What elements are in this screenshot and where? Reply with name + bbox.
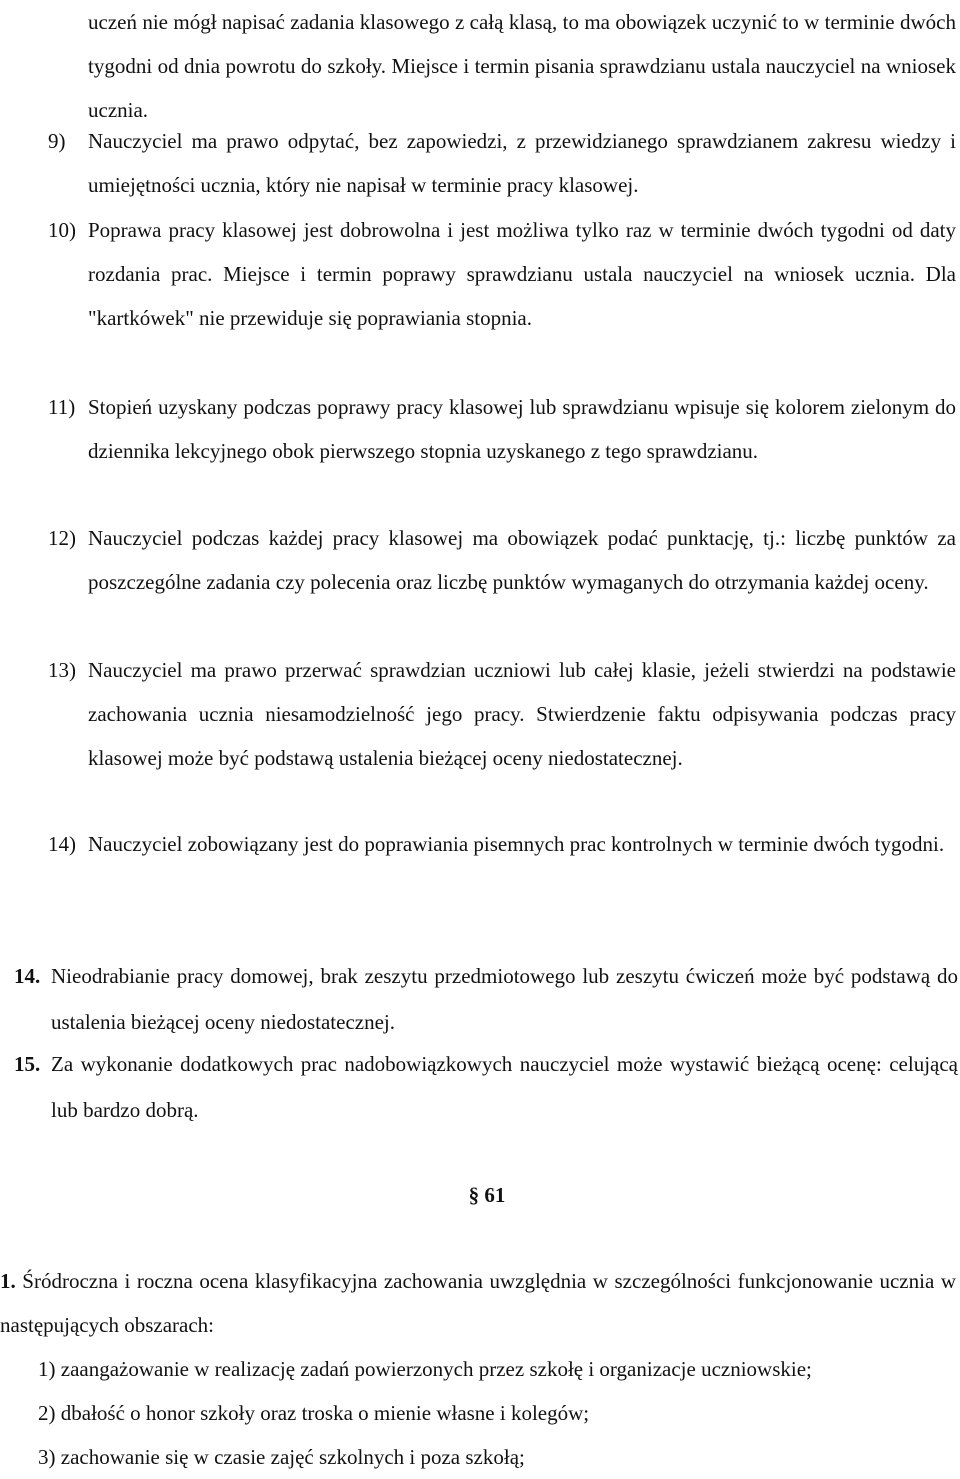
subitem-number: 13)	[48, 658, 76, 682]
item-15	[14, 1041, 958, 1133]
subitem-number: 12)	[48, 526, 76, 550]
subitem-number: 14)	[48, 832, 76, 856]
subitem-text: Nauczyciel podczas każdej pracy klasowej ma obowiązek podać punktację, tj.: liczbę punktów za poszczególne zadania czy polecenia oraz liczbę punktów wymaganych do otrzymania każdej oceny.	[88, 526, 956, 594]
subitem-text: Nauczyciel ma prawo odpytać, bez zapowiedzi, z przewidzianego sprawdzianem zakresu wiedzy i umiejętności ucznia, który nie napisał w terminie pracy klasowej.	[88, 129, 956, 197]
subitem-11	[48, 385, 956, 473]
list-item: 1) zaangażowanie w realizację zadań powierzonych przez szkołę i organizacje uczniowskie;	[38, 1357, 812, 1381]
item-number: 15.	[14, 1052, 41, 1076]
subitem-number: 9)	[48, 129, 66, 153]
item-text: Za wykonanie dodatkowych prac nadobowiązkowych nauczyciel może wystawić bieżącą ocenę: celującą lub bardzo dobrą.	[51, 1052, 958, 1122]
item-text: Nieodrabianie pracy domowej, brak zeszytu przedmiotowego lub zeszytu ćwiczeń może być podstawą do ustalenia bieżącej oceny niedostatecznej.	[51, 964, 958, 1034]
continuation-text: uczeń nie mógł napisać zadania klasowego z całą klasą, to ma obowiązek uczynić to w terminie dwóch tygodni od dnia powrotu do szkoły. Miejsce i termin pisania sprawdzianu ustala nauczyciel na wniosek ucznia.	[88, 10, 956, 122]
subitem-text: Stopień uzyskany podczas poprawy pracy klasowej lub sprawdzianu wpisuje się kolorem zielonym do dziennika lekcyjnego obok pierwszego stopnia uzyskanego z tego sprawdzianu.	[88, 395, 956, 463]
lead-text: Śródroczna i roczna ocena klasyfikacyjna zachowania uwzględnia w szczególności funkcjonowanie ucznia w następujących obszarach:	[0, 1269, 956, 1337]
subitem-10	[48, 208, 956, 340]
subitem-number: 11)	[48, 395, 76, 419]
item-14	[14, 953, 958, 1045]
subitem-number: 10)	[48, 218, 76, 242]
item-number: 14.	[14, 964, 41, 988]
section-heading: § 61	[468, 1183, 506, 1207]
subitem-14	[48, 822, 956, 866]
subitem-12	[48, 516, 956, 604]
subitem-text: Poprawa pracy klasowej jest dobrowolna i jest możliwa tylko raz w terminie dwóch tygodni od daty rozdania prac. Miejsce i termin poprawy sprawdzianu ustala nauczyciel na wniosek ucznia. Dla "kartkówek" nie przewiduje się poprawiania stopnia.	[88, 218, 956, 330]
lead-paragraph	[0, 1259, 956, 1347]
lead-number: 1.	[0, 1269, 16, 1293]
list-item: 3) zachowanie się w czasie zajęć szkolnych i poza szkołą;	[38, 1445, 525, 1469]
subitem-9	[48, 119, 956, 207]
subitem-text: Nauczyciel ma prawo przerwać sprawdzian uczniowi lub całej klasie, jeżeli stwierdzi na podstawie zachowania ucznia niesamodzielność jego pracy. Stwierdzenie faktu odpisywania podczas pracy klasowej może być podstawą ustalenia bieżącej oceny niedostatecznej.	[88, 658, 956, 770]
subitem-13	[48, 648, 956, 780]
list-item: 2) dbałość o honor szkoły oraz troska o mienie własne i kolegów;	[38, 1401, 590, 1425]
subitem-text: Nauczyciel zobowiązany jest do poprawiania pisemnych prac kontrolnych w terminie dwóch tygodni.	[88, 832, 945, 856]
